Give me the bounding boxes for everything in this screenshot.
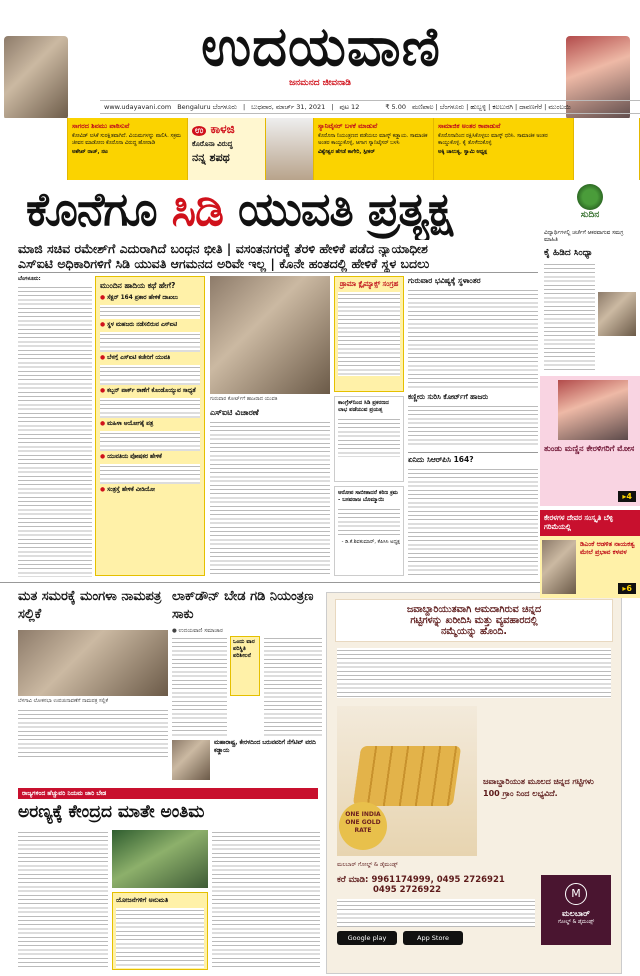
ad-message: ಜವಾಬ್ದಾರಿಯುತವಾಗಿ ಆಮದಾಗಿರುವ ಚಿನ್ನದ ಗಟ್ಟಿಗಳನ್ನು ಖರೀದಿಸಿ ಮತ್ತು ವ್ಯವಹಾರದಲ್ಲಿ ನಮ್ಮೆಯನ್ನು ಹೊಂದಿ. bbox=[335, 599, 613, 642]
minister-photo bbox=[172, 740, 210, 780]
lockdown-sidenote: ಮಹಾರಾಷ್ಟ್ರ, ಕೇರಳದಿಂದ ಬರುವವರಿಗೆ ನೆಗೆಟಿವ್ ವರದಿ ಕಡ್ಡಾಯ bbox=[214, 740, 316, 754]
google-play-button[interactable]: Google play bbox=[337, 931, 397, 945]
bullet-item: ● ಮಹಿಳಾ ಆಯೋಗಕ್ಕೆ ಪತ್ರ bbox=[100, 421, 200, 428]
quote-box-1 bbox=[334, 396, 404, 482]
next-steps-heading: ಮುಂದಿನ ಹಾದಿಯ ಕಥೆ ಹೇಗೆ? bbox=[100, 281, 176, 290]
tree-icon bbox=[577, 184, 603, 210]
page-count: ಪುಟ 12 bbox=[339, 102, 360, 111]
right-sidebar bbox=[540, 182, 640, 976]
bullet-item: ● ಸಂತ್ರಸ್ತೆ ಹೇಳಿಕೆ ವೀಡಿಯೋ bbox=[100, 487, 200, 494]
ad-offer: ಜವಾಬ್ದಾರಿಯುತ ಮೂಲದ ಚಿನ್ನದ ಗಟ್ಟಿಗಳು 100 ಗ್ರಾಂ ನಿಂದ ಲಭ್ಯವಿದೆ. bbox=[483, 777, 594, 798]
forest-kicker: ರಾಜ್ಯಗಳಿಂದ ಹೆಚ್ಚುವರಿ ನಿಯಮ ಜಾರಿ ಬೇಡ bbox=[18, 788, 318, 799]
page-marker-2: ▸6 bbox=[618, 583, 636, 594]
call-label: ಕರೆ ಮಾಡಿ: bbox=[337, 875, 369, 885]
city: Bengaluru ಬೆಂಗಳೂರು bbox=[177, 102, 237, 111]
nomination-caption: ಬೆಳಗಾವಿ ಲೋಕಸಭಾ ಉಪಚುನಾವಣೆಗೆ ನಾಮಪತ್ರ ಸಲ್ಲಿಕೆ bbox=[18, 698, 108, 704]
sudina-logo: ಸುದಿನ bbox=[540, 182, 640, 230]
newspaper-logo: ಉದಯವಾಣಿ bbox=[201, 14, 441, 78]
sit-heading: ಎಸ್‌ಐಟಿ ವಿಚಾರಣೆ bbox=[210, 408, 259, 417]
next-steps-box bbox=[95, 276, 205, 576]
app-store-button[interactable]: App Store bbox=[403, 931, 463, 945]
masthead bbox=[0, 0, 640, 118]
court-story bbox=[408, 276, 538, 576]
editions: ಮಣಿಪಾಲ | ಬೆಂಗಳೂರು | ಹುಬ್ಬಳ್ಳಿ | ಕಲಬುರಗಿ | ದಾವಣಗೆರೆ | ಮುಂಬಯಿ bbox=[412, 102, 571, 111]
nomination-photo bbox=[18, 630, 168, 696]
court-heading: ಗುರುವಾರ ಭವಿಷ್ಯಕ್ಕೆ ಸ್ಥಳಾಂತರ bbox=[408, 276, 481, 285]
lead-body-text bbox=[18, 285, 92, 577]
dmk-promo[interactable] bbox=[540, 536, 640, 598]
sidebar-headline-1[interactable]: ಕೈ ಹಿಡಿದ ಸಿಂಧ್ಯಾ bbox=[544, 248, 593, 258]
malabar-logo: M ಮಲಬಾರ್ ಗೋಲ್ಡ್ & ಡೈಮಂಡ್ಸ್ bbox=[541, 875, 611, 945]
website[interactable]: www.udayavani.com bbox=[104, 103, 172, 111]
court-photo bbox=[210, 276, 330, 394]
lead-story-column bbox=[18, 276, 92, 576]
price: ₹ 5.00 bbox=[385, 103, 407, 111]
tagline: ಜನಮನದ ಜೀವನಾಡಿ bbox=[289, 78, 351, 88]
forest-headline: ಅರಣ್ಯಕ್ಕೆ ಕೇಂದ್ರದ ಮಾತೇ ಅಂತಿಮ bbox=[18, 802, 205, 822]
kalaji-logo: ಉ ಕಾಳಜಿ ಕೊರೊನಾ ವಿರುದ್ಧ ನನ್ನ ಶಪಥ bbox=[188, 118, 266, 180]
sidebar-headline-4: ಡಿಎಂಕೆ ಆಡಳಿತ ನಾಯಕತ್ವ ಮೇಲೆ ಪ್ರಭಾವ ಕಳವಳ bbox=[580, 540, 635, 556]
dateline: www.udayavani.com Bengaluru ಬೆಂಗಳೂರು | ಬುಧವಾರ, ಮಾರ್ಚ್ 31, 2021 | ಪುಟ 12 ₹ 5.00 ಮಣಿಪಾಲ | ಬೆಂಗಳೂರು | ಹುಬ್ಬಳ್ಳಿ | ಕಲಬುರಗಿ | ದಾವಣಗೆರೆ | ಮುಂಬಯಿ bbox=[100, 100, 640, 114]
actor-photo bbox=[4, 36, 68, 120]
drama-heading: ಡ್ರಾಮಾ ಕ್ಲೈಮ್ಯಾಕ್ಸ್ ಸಂಗ್ರಹ bbox=[339, 280, 399, 288]
lead-headline: ಕೊನೆಗೂ ಸಿಡಿ ಯುವತಿ ಪ್ರತ್ಯಕ್ಷ bbox=[26, 182, 452, 236]
quote-box-2 bbox=[334, 486, 404, 576]
pledge-left: ಸಾಗರದ ಶಿವಮು ಪಾಠಿಸುವೆ ಕೋವಿಡ್ ಲಸಿಕೆ ಸುರಕ್ಷಿತವಾಗಿದೆ. ವಿಯಮಗಳನ್ನು ಪಾಲಿಸಿ. ಸಕ್ರಮ ಜೀವನ ಮಾಡೋಣ ಕೊರೊನಾ ವಿರುದ್ಧ ಹೋರಾಡಿ ಅಶೇಖ್ ರಾಜ್, ನಟ bbox=[68, 118, 188, 180]
lead-dateline: ಬೆಂಗಳೂರು: bbox=[18, 276, 41, 282]
issue-date: ಬುಧವಾರ, ಮಾರ್ಚ್ 31, 2021 bbox=[251, 102, 326, 111]
phone-number-1[interactable]: 9961174999, 0495 2726921 bbox=[371, 875, 505, 885]
scindia-photo bbox=[598, 292, 636, 336]
quote-text: ಕಾಂಗ್ರೆಸ್‌ನಿಂದ ಸಿಡಿ ಪ್ರಕರಣದ ಲಾಭ ಪಡೆಯುವ ಪ್ರಯತ್ನ bbox=[338, 400, 389, 413]
bullet-item: ● ಸೆಕ್ಷನ್ 164 ಪ್ರಕಾರ ಹೇಳಿಕೆ ದಾಖಲು bbox=[100, 295, 200, 302]
pledge-right: ಸಾಮಾಜಿಕ ಅಂತರ ಕಾಪಾಡುವೆ ಕೊರೊನಾದಿಂದ ರಕ್ಷಿಸಿಕೊಳ್ಳಲು ಮಾಸ್ಕ್ ಧರಿಸಿ. ಸಾಮಾಜಿಕ ಅಂತರ ಕಾಯ್ದುಕೊಳ್ಳಿ. ಕೈ ತೊಳೆದುಕೊಳ್ಳಿ ಅಕ್ಕಿ ಚಾಲುಕ್ಯ, ಸ್ವಾಮಿ ಅಧ್ಯಕ್ಷ bbox=[434, 118, 574, 180]
lead-deck-2: ಎಸ್‌ಐಟಿ ಅಧಿಕಾರಿಗಳಿಗೆ ಸಿಡಿ ಯುವತಿ ಆಗಮನದ ಅರಿವೇ ಇಲ್ಲ | ಕೊನೇ ಹಂತದಲ್ಲಿ ಹೇಳಿಕೆ ಸ್ಥಳ ಬದಲು bbox=[18, 256, 430, 271]
bullet-item: ● ಬೆಳಗ್ಗೆ ಎಸ್‌ಐಟಿ ಕಚೇರಿಗೆ ಯುವತಿ bbox=[100, 355, 200, 362]
quote-text: ಆರೋಪ ಸಾಬೀತಾದರೆ ಕಠಿಣ ಕ್ರಮ - ಬಸವರಾಜ ಬೊಮ್ಮಾಯಿ bbox=[338, 490, 399, 503]
kerala-promo[interactable] bbox=[540, 376, 640, 506]
quote-author: - ಡಿ.ಕೆ.ಶಿವಕುಮಾರ್, ಕೆಪಿಸಿಸಿ ಅಧ್ಯಕ್ಷ bbox=[341, 539, 400, 545]
scheme-heading: ಯೋಜನೆಗಳಿಗೆ ಅನುಮತಿ bbox=[116, 896, 169, 904]
forest-body-1 bbox=[18, 830, 108, 970]
section164-heading: ಏನಿದು ಸಿಆರ್‌ಪಿಸಿ 164? bbox=[408, 452, 538, 465]
page-marker-1: ▸4 bbox=[618, 491, 636, 502]
lead-deck-1: ಮಾಜಿ ಸಚಿವ ರಮೇಶ್‌ಗೆ ಎದುರಾಗಿದೆ ಬಂಧನ ಭೀತಿ | ವಸಂತನಗರಕ್ಕೆ ತೆರಳಿ ಹೇಳಿಕೆ ಪಡೆದ ನ್ಯಾಯಾಧೀಶ bbox=[18, 241, 428, 256]
forest-photo bbox=[112, 830, 208, 888]
lockdown-pullquote: ಒಂದು ವಾರ ಪರಿಸ್ಥಿತಿ ಪರಿಶೀಲನೆ bbox=[230, 636, 260, 696]
one-india-badge: ONE INDIA ONE GOLD RATE bbox=[339, 802, 387, 850]
bullet-item: ● ಸ್ಥಳ ಮಹಜರು ನಡೆಸಲಿರುವ ಎಸ್‌ಐಟಿ bbox=[100, 322, 200, 329]
sidebar-headline-3[interactable]: ಕೇರಳಗಳ ದೇವರ ಸಂಸ್ಕೃತಿ ಬೆಳ್ಳಿ ಗರಿಮೆಯಲ್ಲಿ bbox=[540, 510, 640, 536]
forest-body-2 bbox=[212, 830, 320, 970]
sidebar-headline-2: ತುಂಡು ಮಣ್ಣಿನ ಕೇರಳಿಗರಿಗೆ ಮೋಸ bbox=[544, 444, 635, 453]
bullet-item: ● ಯುವತಿಯ ಪೋಷಕರ ಹೇಳಿಕೆ bbox=[100, 454, 200, 461]
mangala-headline: ಮತ ಸಮರಕ್ಕೆ ಮಂಗಳಾ ನಾಮಪತ್ರ ಸಲ್ಲಿಕೆ bbox=[18, 589, 162, 622]
lockdown-headline: ಲಾಕ್‌ಡೌನ್ ಬೇಡ ಗಡಿ ನಿಯಂತ್ರಣ ಸಾಕು bbox=[172, 589, 314, 622]
photo-caption: ಗುರುವಾರ ಕೋರ್ಟ್‌ಗೆ ಹಾಜರಾದ ಯುವತಿ bbox=[210, 396, 278, 402]
drama-box bbox=[334, 276, 404, 392]
scheme-box bbox=[112, 892, 208, 970]
gold-bars-image bbox=[337, 706, 477, 856]
mangala-body bbox=[18, 708, 168, 758]
speaker-photo bbox=[266, 118, 314, 180]
sit-story bbox=[210, 408, 330, 576]
covid-pledge-strip bbox=[0, 118, 640, 180]
court-subheading: ಕಣ್ಣೀರು ಸುರಿಸಿ ಕೋರ್ಟ್‌ಗೆ ಹಾಜರು bbox=[408, 393, 489, 401]
lockdown-byline: ● ಉದಯವಾಣಿ ಸಮಾಚಾರ bbox=[172, 628, 223, 634]
lockdown-body bbox=[172, 636, 227, 736]
ad-note: ಮಲಬಾರ್ ಗೋಲ್ಡ್ & ಡೈಮಂಡ್ಸ್ bbox=[337, 862, 398, 868]
sudina-promo: ವಿದ್ಯಾರ್ಥಿಗಳಲ್ಲಿ ಚರ್ಚೆಗೆ ಆಕರವಾಗುವ ಸಮಗ್ರ ಮಾಹಿತಿ bbox=[544, 230, 624, 243]
bullet-item: ● ಕಬ್ಬನ್ ಪಾರ್ಕ್ ಠಾಣೆಗೆ ಕೊಂಡೊಯ್ಯುವ ಸಾಧ್ಯತೆ bbox=[100, 388, 200, 395]
phone-number-2[interactable]: 0495 2726922 bbox=[373, 885, 442, 895]
pledge-middle: ಸ್ಯಾನಿಟೈಸರ್ ಬಳಕೆ ಮಾಡುವೆ ಕೊರೊನಾ ನಿಯಂತ್ರಣದ ಪಡೆಯಲು ಮಾಸ್ಕ್ ಕಡ್ಡಾಯ. ಸಾಮಾಜಿಕ ಅಂತರ ಕಾಯ್ದುಕೊಳ್ಳಿ, ಆಗಾಗ ಸ್ಯಾನಿಟೈಸರ್ ಬಳಸಿ ವಿಶ್ವೇಶ್ವರ ಹೆಗಡೆ ಕಾಗೇರಿ, ಸ್ಪೀಕರ್ bbox=[314, 118, 434, 180]
